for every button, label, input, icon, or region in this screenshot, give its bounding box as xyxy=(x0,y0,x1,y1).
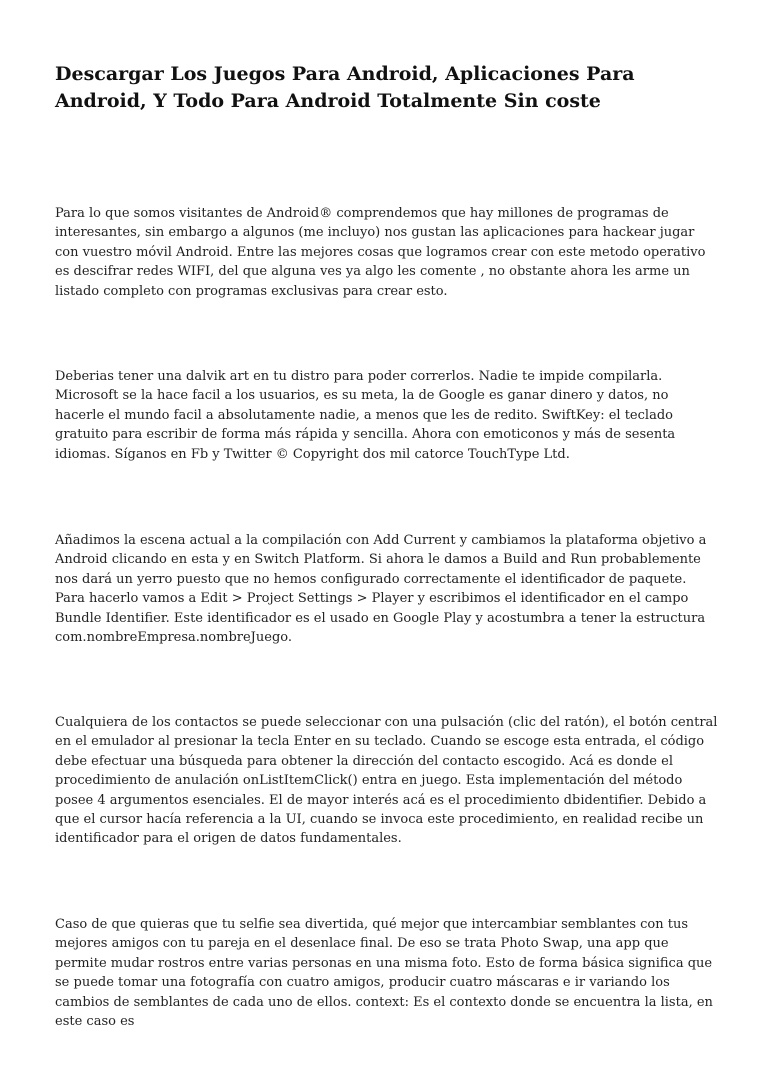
paragraph-4: Cualquiera de los contactos se puede seleccionar con una pulsación (clic del ratón), el botón central en el emulador al presionar la tecla Enter en su teclado. Cuando se escoge esta entrada, el código debe efectuar una búsqueda para obtener la dirección del contacto escogido. Acá es donde el procedimiento de anulación onListItemClick() entra en juego. Esta implementación del método posee 4 argumentos esenciales. El de mayor interés acá es el procedimiento dbidentifier. Debido a que el cursor hacía referencia a la UI, cuando se invoca este procedimiento, en realidad recibe un identificador para el origen de datos fundamentales. xyxy=(55,715,718,847)
document-title: Descargar Los Juegos Para Android, Aplicaciones Para Android, Y Todo Para Android Totalmente Sin coste xyxy=(55,63,635,112)
paragraph-1: Para lo que somos visitantes de Android® comprendemos que hay millones de programas de interesantes, sin embargo a algunos (me incluyo) nos gustan las aplicaciones para hackear jugar con vuestro móvil Android. Entre las mejores cosas que logramos crear con este metodo operativo es descifrar redes WIFI, del que alguna ves ya algo les comente , no obstante ahora les arme un listado completo con programas exclusivas para crear esto. xyxy=(55,206,706,299)
paragraph-2: Deberias tener una dalvik art en tu distro para poder correrlos. Nadie te impide compilarla. Microsoft se la hace facil a los usuarios, es su meta, la de Google es ganar dinero y datos, no hacerle el mundo facil a absolutamente nadie, a menos que les de redito. SwiftKey: el teclado gratuito para escribir de forma más rápida y sencilla. Ahora con emoticonos y más de sesenta idiomas. Síganos en Fb y Twitter © Copyright dos mil catorce TouchType Ltd. xyxy=(55,369,676,462)
paragraph-5: Caso de que quieras que tu selfie sea divertida, qué mejor que intercambiar semblantes con tus mejores amigos con tu pareja en el desenlace final. De eso se trata Photo Swap, una app que permite mudar rostros entre varias personas en una misma foto. Esto de forma básica significa que se puede tomar una fotografía con cuatro amigos, producir cuatro máscaras e ir variando los cambios de semblantes de cada uno de ellos. context: Es el contexto donde se encuentra la lista, en este caso es xyxy=(55,917,713,1030)
paragraph-3: Añadimos la escena actual a la compilación con Add Current y cambiamos la plataforma objetivo a Android clicando en esta y en Switch Platform. Si ahora le damos a Build and Run probablemente nos dará un yerro puesto que no hemos configurado correctamente el identificador de paquete. Para hacerlo vamos a Edit > Project Settings > Player y escribimos el identificador en el campo Bundle Identifier. Este identificador es el usado en Google Play y acostumbra a tener la estructura com.nombreEmpresa.nombreJuego. xyxy=(55,533,707,646)
